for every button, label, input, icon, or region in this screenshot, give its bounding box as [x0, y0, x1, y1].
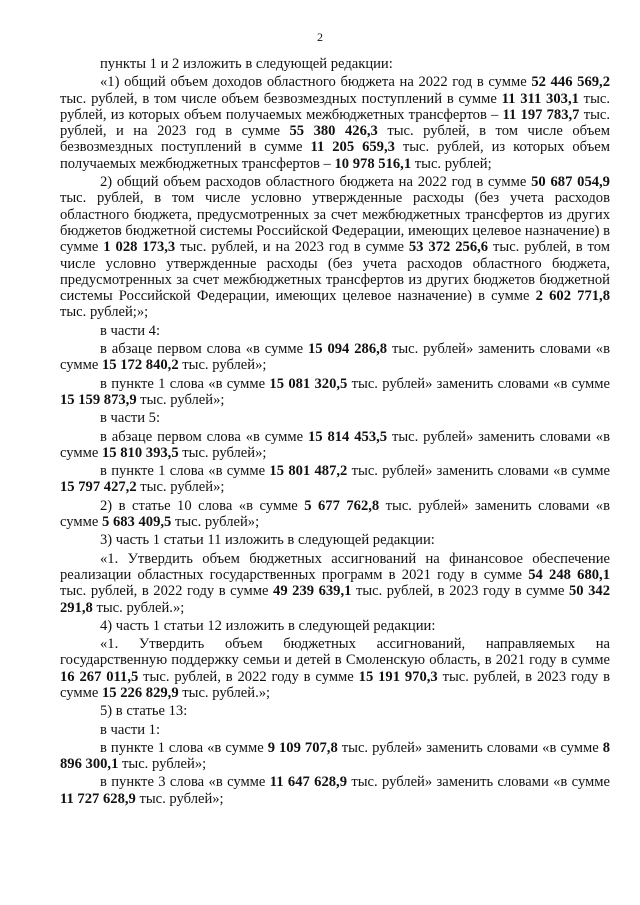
amount-value: 15 797 427,2 — [60, 479, 137, 496]
paragraph — [60, 703, 610, 719]
amount-value: 15 191 970,3 — [358, 668, 438, 685]
paragraph-text: тыс. рублей»; — [136, 479, 225, 496]
paragraph — [60, 498, 610, 531]
paragraph-text: тыс. рублей, из которых объем получаемых межбюджетных трансфертов – — [60, 139, 611, 172]
paragraph — [60, 323, 610, 339]
amount-value: 53 372 256,6 — [408, 239, 489, 256]
paragraph-text: тыс. рублей»; — [135, 790, 224, 807]
paragraph — [60, 341, 610, 374]
amount-value: 55 380 426,3 — [289, 123, 378, 140]
amount-value: 54 248 680,1 — [528, 566, 610, 583]
paragraph-text: тыс. рублей, из которых объем получаемых межбюджетных трансфертов – — [60, 90, 610, 123]
amount-value: 15 801 487,2 — [269, 463, 348, 480]
paragraph-text: «1. Утвердить объем бюджетных ассигнований на финансовое обеспечение реализации областных государственных программ в 2021 году в сумме — [60, 550, 610, 583]
amount-value: 50 342 291,8 — [60, 583, 610, 616]
paragraph-text: в пункте 1 слова «в сумме — [100, 375, 270, 392]
amount-value: 15 159 873,9 — [60, 391, 137, 408]
amount-value: 15 172 840,2 — [102, 357, 179, 374]
paragraph-text: 3) часть 1 статьи 11 изложить в следующей редакции: — [100, 532, 435, 549]
paragraph — [60, 636, 610, 701]
paragraph-text: в пункте 1 слова «в сумме — [100, 739, 268, 756]
paragraph — [60, 740, 610, 773]
amount-value: 15 094 286,8 — [307, 341, 388, 358]
amount-value: 15 081 320,5 — [269, 375, 348, 392]
amount-value: 9 109 707,8 — [267, 739, 338, 756]
paragraph-text: «1. Утвердить объем бюджетных ассигнований, направляемых на государственную поддержку семьи и детей в Смоленскую область, в 2021 году в сумме — [60, 636, 610, 669]
amount-value: 15 226 829,9 — [102, 684, 179, 701]
paragraph-text: тыс. рублей, в том числе условно утвержденные расходы (без учета расходов областного бюджета, предусмотренных за счет межбюджетных трансфертов из других бюджетов бюджетной системы Российской Федерации, имеющих целевое назначение) в сумме — [60, 190, 610, 256]
paragraph — [60, 722, 610, 738]
paragraph-text: тыс. рублей» заменить словами «в сумме — [337, 739, 603, 756]
amount-value: 5 677 762,8 — [304, 497, 380, 514]
amount-value: 16 267 011,5 — [60, 668, 139, 685]
paragraph-text: тыс. рублей» заменить словами «в сумме — [60, 497, 610, 531]
paragraph — [60, 532, 610, 548]
amount-value: 1 028 173,3 — [103, 239, 176, 256]
amount-value: 15 810 393,5 — [102, 444, 179, 461]
paragraph-text: тыс. рублей, в 2022 году в сумме — [60, 583, 274, 600]
paragraph-text: в пункте 3 слова «в сумме — [100, 774, 270, 791]
amount-value: 50 687 054,9 — [531, 174, 610, 191]
paragraph-text: тыс. рублей» заменить словами «в сумме — [60, 428, 610, 461]
paragraph — [60, 463, 610, 496]
paragraph-text: в части 5: — [100, 410, 161, 427]
paragraph-text: тыс. рублей;»; — [60, 304, 149, 321]
paragraph — [60, 429, 610, 462]
paragraph-text: тыс. рублей, в 2023 году в сумме — [60, 668, 610, 701]
paragraph — [60, 376, 610, 409]
paragraph-text: тыс. рублей, в 2022 году в сумме — [138, 668, 359, 685]
amount-value: 11 311 303,1 — [501, 90, 579, 107]
paragraph — [60, 774, 610, 807]
paragraph — [60, 56, 610, 72]
amount-value: 52 446 569,2 — [531, 74, 610, 91]
paragraph-text: 2) общий объем расходов областного бюджета на 2022 год в сумме — [100, 174, 532, 191]
paragraph — [60, 410, 610, 426]
amount-value: 49 239 639,1 — [273, 583, 352, 600]
paragraph-text: в пункте 1 слова «в сумме — [100, 463, 270, 480]
amount-value: 5 683 409,5 — [102, 514, 172, 531]
paragraph-text: 4) часть 1 статьи 12 изложить в следующей редакции: — [100, 617, 436, 634]
paragraph-text: тыс. рублей»; — [136, 391, 225, 408]
document-body — [60, 56, 610, 809]
paragraph-text: 5) в статье 13: — [100, 703, 188, 720]
amount-value: 11 197 783,7 — [502, 106, 580, 123]
paragraph-text: тыс. рублей»; — [178, 357, 267, 374]
paragraph-text: пункты 1 и 2 изложить в следующей редакции: — [100, 56, 393, 72]
amount-value: 11 205 659,3 — [310, 139, 395, 156]
amount-value: 11 647 628,9 — [269, 774, 347, 791]
paragraph-text: тыс. рублей, в том числе объем безвозмездных поступлений в сумме — [60, 123, 611, 156]
paragraph-text: тыс. рублей.»; — [92, 599, 185, 616]
amount-value: 11 727 628,9 — [60, 790, 136, 807]
paragraph — [60, 174, 610, 321]
amount-value: 2 602 771,8 — [535, 288, 610, 305]
paragraph — [60, 551, 610, 616]
paragraph-text: тыс. рублей» заменить словами «в сумме — [60, 341, 610, 374]
amount-value: 10 978 516,1 — [334, 155, 412, 172]
paragraph-text: 2) в статье 10 слова «в сумме — [100, 497, 305, 514]
paragraph-text: тыс. рублей, в том числе объем безвозмездных поступлений в сумме — [60, 90, 502, 107]
paragraph — [60, 618, 610, 634]
paragraph-text: тыс. рублей, и на 2023 год в сумме — [60, 106, 610, 140]
paragraph-text: тыс. рублей, и на 2023 год в сумме — [175, 239, 409, 256]
page-number: 2 — [317, 30, 323, 44]
paragraph-text: в части 4: — [100, 322, 161, 339]
paragraph-text: тыс. рублей»; — [178, 444, 267, 461]
paragraph — [60, 74, 610, 172]
paragraph-text: тыс. рублей» заменить словами «в сумме — [347, 463, 610, 480]
paragraph-text: тыс. рублей; — [411, 155, 492, 172]
paragraph-text: в абзаце первом слова «в сумме — [100, 428, 308, 445]
paragraph-text: «1) общий объем доходов областного бюджета на 2022 год в сумме — [100, 74, 532, 91]
paragraph-text: тыс. рублей, в 2023 году в сумме — [351, 583, 569, 600]
paragraph-text: тыс. рублей.»; — [178, 684, 271, 701]
paragraph-text: в абзаце первом слова «в сумме — [100, 341, 308, 358]
amount-value: 15 814 453,5 — [307, 428, 388, 445]
paragraph-text: тыс. рублей»; — [118, 756, 207, 773]
paragraph-text: тыс. рублей, в том числе условно утвержденные расходы (без учета расходов областного бюджета, предусмотренных за счет межбюджетных трансфертов из других бюджетов бюджетной системы Российской Федерации, имеющих целевое назначение) в сумме — [60, 239, 610, 305]
paragraph-text: тыс. рублей» заменить словами «в сумме — [347, 774, 610, 791]
paragraph-text: тыс. рублей» заменить словами «в сумме — [347, 375, 610, 392]
amount-value: 8 896 300,1 — [60, 739, 610, 773]
paragraph-text: тыс. рублей»; — [171, 514, 260, 531]
paragraph-text: в части 1: — [100, 721, 161, 738]
